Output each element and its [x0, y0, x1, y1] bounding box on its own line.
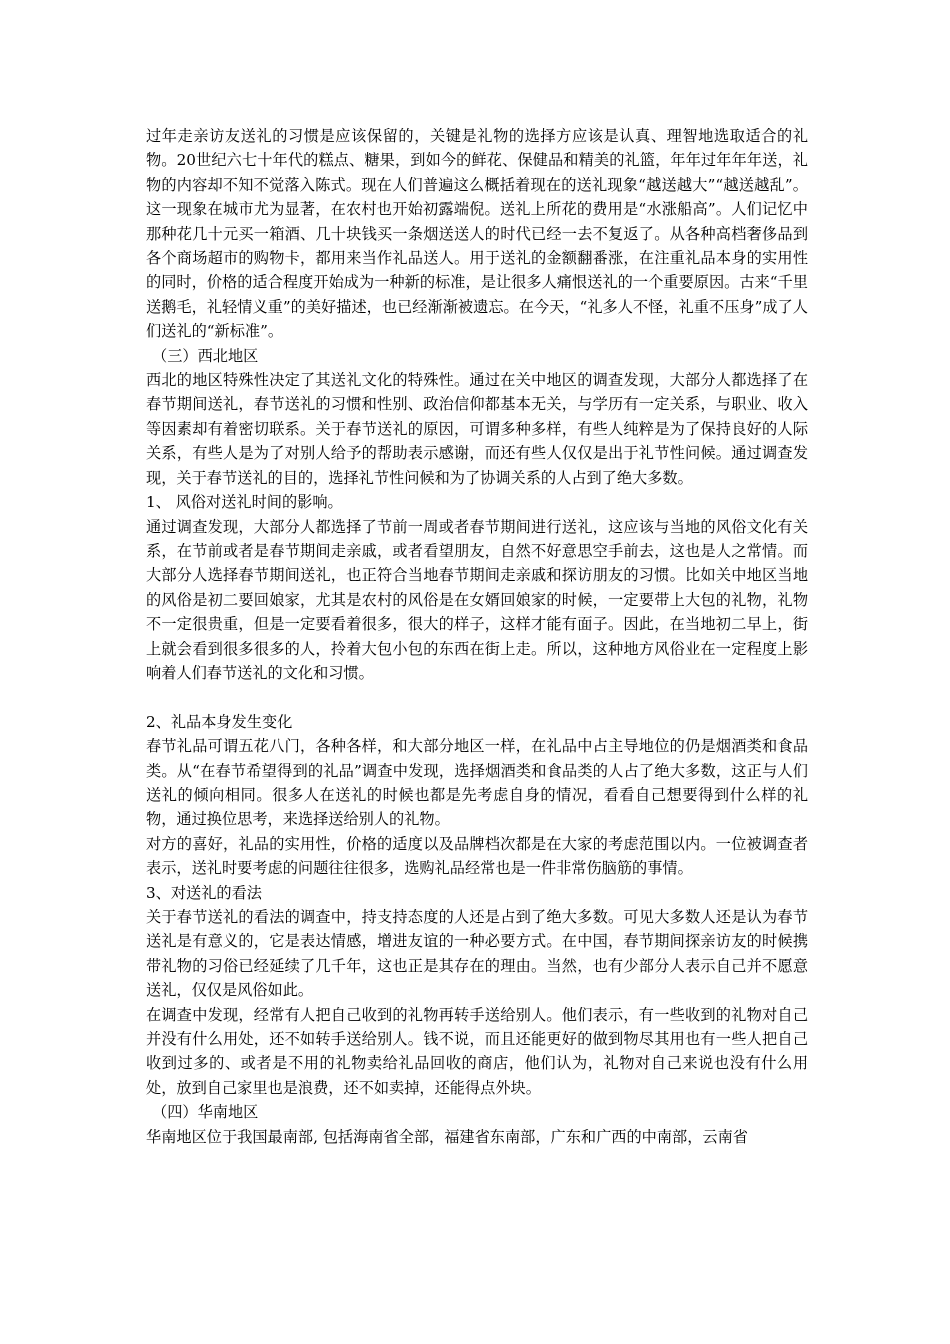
subheading-gift-change: 2、礼品本身发生变化: [146, 712, 293, 731]
section-heading-northwest: （三）西北地区: [152, 346, 259, 365]
subheading-views: 3、对送礼的看法: [146, 883, 262, 902]
paragraph-gift-change: 春节礼品可谓五花八门，各种各样，和大部分地区一样，在礼品中占主导地位的仍是烟酒类和食品类。从“在春节希望得到的礼品”调查中发现，选择烟酒类和食品类的人占了绝大多数，这正与人们送礼的倾向相同。很多人在送礼的时候也都是先考虑自身的情况，看看自己想要得到什么样的礼物，通过换位思考，来选择送给别人的礼物。: [146, 737, 808, 829]
paragraph-custom-timing: 通过调查发现，大部分人都选择了节前一周或者春节期间进行送礼，这应该与当地的风俗文化有关系，在节前或者是春节期间走亲戚，或者看望朋友，自然不好意思空手前去，这也是人之常情。而大部分人选择春节期间送礼，也正符合当地春节期间走亲戚和探访朋友的习惯。比如关中地区当地的风俗是初二要回娘家，尤其是农村的风俗是在女婿回娘家的时候，一定要带上大包的礼物，礼物不一定很贵重，但是一定要看着很多，很大的样子，这样才能有面子。因此，在当地初二早上，街上就会看到很多很多的人，拎着大包小包的东西在街上走。所以，这种地方风俗业在一定程度上影响着人们春节送礼的文化和习惯。: [146, 517, 808, 682]
subheading-custom-timing: 1、 风俗对送礼时间的影响。: [146, 493, 343, 512]
paragraph-gift-considerations: 对方的喜好，礼品的实用性，价格的适度以及品牌档次都是在大家的考虑范围以内。一位被调查者表示，送礼时要考虑的问题往往很多，选购礼品经常也是一件非常伤脑筋的事情。: [146, 834, 808, 878]
document-page: [146, 124, 808, 1149]
blank-line: [146, 685, 808, 709]
paragraph-gift-habit: 过年走亲访友送礼的习惯是应该保留的，关键是礼物的选择方应该是认真、理智地选取适合的礼物。20世纪六七十年代的糕点、糖果，到如今的鲜花、保健品和精美的礼篮，年年过年年年送，礼物的内容却不知不觉落入陈式。现在人们普遍这么概括着现在的送礼现象“越送越大”“越送越乱”。这一现象在城市尤为显著，在农村也开始初露端倪。送礼上所花的费用是“水涨船高”。人们记忆中那种花几十元买一箱酒、几十块钱买一条烟送送人的时代已经一去不复返了。从各种高档奢侈品到各个商场超市的购物卡，都用来当作礼品送人。用于送礼的金额翻番涨，在注重礼品本身的实用性的同时，价格的适合程度开始成为一种新的标准，是让很多人痛恨送礼的一个重要原因。古来“千里送鹅毛，礼轻情义重”的美好描述，也已经渐渐被遗忘。在今天，“礼多人不怪，礼重不压身”成了人们送礼的“新标准”。: [146, 127, 808, 341]
paragraph-south-intro: 华南地区位于我国最南部, 包括海南省全部，福建省东南部，广东和广西的中南部，云南省: [146, 1127, 748, 1146]
section-heading-south: （四）华南地区: [152, 1103, 259, 1122]
paragraph-northwest-intro: 西北的地区特殊性决定了其送礼文化的特殊性。通过在关中地区的调查发现，大部分人都选择了在春节期间送礼，春节送礼的习惯和性别、政治信仰都基本无关，与学历有一定关系，与职业、收入等因素却有着密切联系。关于春节送礼的原因，可谓多种多样，有些人纯粹是为了保持良好的人际关系，有些人是为了对别人给予的帮助表示感谢，而还有些人仅仅是出于礼节性问候。通过调查发现，关于春节送礼的目的，选择礼节性问候和为了协调关系的人占到了绝大多数。: [146, 371, 808, 487]
paragraph-views: 关于春节送礼的看法的调查中，持支持态度的人还是占到了绝大多数。可见大多数人还是认为春节送礼是有意义的，它是表达情感，增进友谊的一种必要方式。在中国，春节期间探亲访友的时候携带礼物的习俗已经延续了几千年，这也正是其存在的理由。当然，也有少部分人表示自己并不愿意送礼，仅仅是风俗如此。: [146, 907, 808, 1000]
paragraph-regifting: 在调查中发现，经常有人把自己收到的礼物再转手送给别人。他们表示，有一些收到的礼物对自己并没有什么用处，还不如转手送给别人。钱不说，而且还能更好的做到物尽其用也有一些人把自己收到过多的、或者是不用的礼物卖给礼品回收的商店，他们认为，礼物对自己来说也没有什么用处，放到自己家里也是浪费，还不如卖掉，还能得点外块。: [146, 1005, 808, 1097]
